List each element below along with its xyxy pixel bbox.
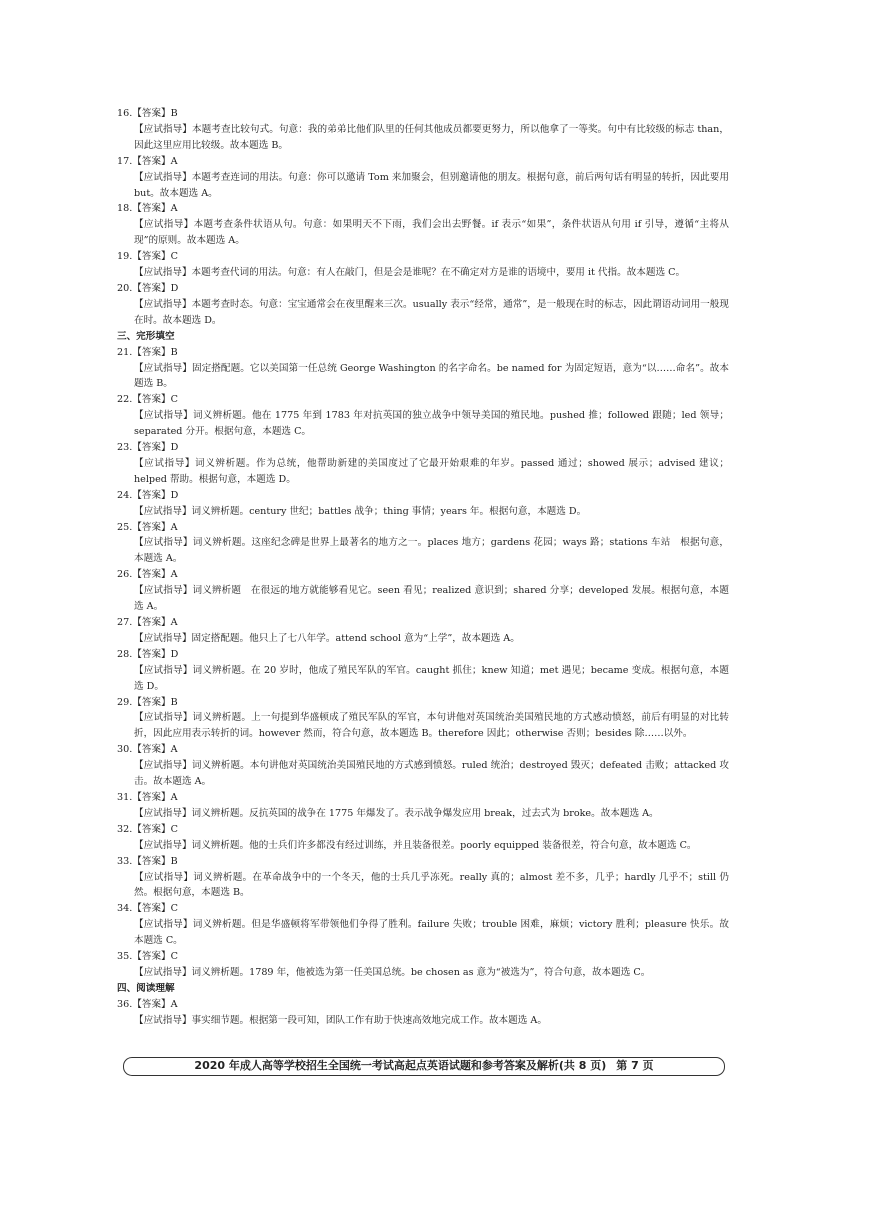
answer-key: 17.【答案】A xyxy=(117,155,178,167)
answer-item xyxy=(117,695,729,743)
answer-key: 21.【答案】B xyxy=(117,346,178,358)
answer-item xyxy=(117,567,729,615)
answer-item xyxy=(117,440,729,488)
answer-key: 36.【答案】A xyxy=(117,998,178,1010)
answer-key: 33.【答案】B xyxy=(117,855,178,867)
answer-key: 27.【答案】A xyxy=(117,617,178,628)
exam-guidance: 【应试指导】固定搭配题。它以美国第一任总统 George Washington 的名字命名。be named for 为固定短语，意为“以……命名”。故本题选 B。 xyxy=(134,362,729,390)
answer-item xyxy=(117,201,729,249)
answer-content xyxy=(117,106,729,1029)
answer-key: 28.【答案】D xyxy=(117,648,179,660)
section-heading: 三、完形填空 xyxy=(117,330,175,342)
answer-item xyxy=(117,615,729,647)
page-footer xyxy=(123,1057,725,1076)
exam-guidance: 【应试指导】词义辨析题。但是华盛顿将军带领他们争得了胜利。failure 失败；trouble 困难，麻烦；victory 胜利；pleasure 快乐。故本题选 C。 xyxy=(134,919,729,947)
answer-key: 19.【答案】C xyxy=(117,251,178,263)
answer-key: 18.【答案】A xyxy=(117,203,178,215)
exam-guidance: 【应试指导】词义辨析题。在 20 岁时，他成了殖民军队的军官。caught 抓住；knew 知道；met 遇见；became 变成。根据句意，本题选 D。 xyxy=(134,664,729,692)
footer-title: 2020 年成人高等学校招生全国统一考试高起点英语试题和参考答案及解析(共 8 页) xyxy=(194,1059,607,1072)
answer-item xyxy=(117,106,729,154)
exam-guidance: 【应试指导】词义辨析题。1789 年，他被选为第一任美国总统。be chosen as 意为“被选为”，符合句意，故本题选 C。 xyxy=(134,966,651,978)
answer-key: 32.【答案】C xyxy=(117,823,178,835)
answer-item xyxy=(117,154,729,202)
exam-guidance: 【应试指导】本题考查连词的用法。句意：你可以邀请 Tom 来加聚会，但别邀请他的朋友。根据句意，前后两句话有明显的转折，因此要用 but。故本题选 A。 xyxy=(134,171,729,199)
answer-key: 16.【答案】B xyxy=(117,108,178,119)
answer-key: 29.【答案】B xyxy=(117,696,178,708)
exam-guidance: 【应试指导】词义辨析题。本句讲他对英国统治美国殖民地的方式感到愤怒。ruled 统治；destroyed 毁灭；defeated 击败；attacked 攻击。故本题选 A。 xyxy=(134,760,729,788)
answer-item xyxy=(117,647,729,695)
answer-item xyxy=(117,822,729,854)
answer-item xyxy=(117,901,729,949)
answer-key: 31.【答案】A xyxy=(117,791,178,803)
answer-item xyxy=(117,520,729,568)
exam-guidance: 【应试指导】事实细节题。根据第一段可知，团队工作有助于快速高效地完成工作。故本题选 A。 xyxy=(134,1014,547,1026)
answer-item xyxy=(117,488,729,520)
section-heading: 四、阅读理解 xyxy=(117,982,175,994)
exam-guidance: 【应试指导】词义辨析题。century 世纪；battles 战争；thing 事情；years 年。根据句意，本题选 D。 xyxy=(134,505,587,517)
answer-key: 24.【答案】D xyxy=(117,489,179,501)
answer-key: 26.【答案】A xyxy=(117,569,178,581)
answer-key: 23.【答案】D xyxy=(117,442,179,454)
answer-item xyxy=(117,949,729,981)
answer-item xyxy=(117,790,729,822)
exam-guidance: 【应试指导】词义辨析题。这座纪念碑是世界上最著名的地方之一。places 地方；gardens 花园；ways 路；stations 车站 根据句意，本题选 A。 xyxy=(134,537,729,565)
answer-key: 34.【答案】C xyxy=(117,903,178,915)
answer-key: 20.【答案】D xyxy=(117,282,179,294)
answer-item xyxy=(117,854,729,902)
answer-item xyxy=(117,392,729,440)
exam-guidance: 【应试指导】词义辨析题。上一句提到华盛顿成了殖民军队的军官，本句讲他对英国统治美国殖民地的方式感动愤怒，前后有明显的对比转折，因此应用表示转折的词。however 然而，符合句意，故本题选 B。therefore 因此；otherwise 否则；besides 除……以外。 xyxy=(134,712,729,740)
exam-guidance: 【应试指导】词义辨析题。作为总统，他帮助新建的美国度过了它最开始艰难的年岁。passed 通过；showed 展示；advised 建议；helped 帮助。根据句意，本题选 D。 xyxy=(134,457,729,485)
exam-guidance: 【应试指导】本题考查比较句式。句意：我的弟弟比他们队里的任何其他成员都要更努力，所以他拿了一等奖。句中有比较级的标志 than，因此这里应用比较级。故本题选 B。 xyxy=(134,123,729,151)
exam-guidance: 【应试指导】本题考查条件状语从句。句意：如果明天不下雨，我们会出去野餐。if 表示“如果”，条件状语从句用 if 引导，遵循“主将从现”的原则。故本题选 A。 xyxy=(134,219,729,247)
answer-key: 35.【答案】C xyxy=(117,951,178,963)
exam-guidance: 【应试指导】词义辨析题。在革命战争中的一个冬天，他的士兵几乎冻死。really 真的；almost 差不多，几乎；hardly 几乎不；still 仍然。根据句意，本题选 B。 xyxy=(134,871,729,899)
answer-item xyxy=(117,249,729,281)
page-number: 第 7 页 xyxy=(616,1059,654,1072)
answer-item xyxy=(117,281,729,329)
answer-key: 30.【答案】A xyxy=(117,744,178,756)
exam-guidance: 【应试指导】本题考查代词的用法。句意：有人在敲门，但是会是谁呢？在不确定对方是谁的语境中，要用 it 代指。故本题选 C。 xyxy=(134,267,686,279)
exam-guidance: 【应试指导】词义辨析题。他的士兵们许多都没有经过训练，并且装备很差。poorly equipped 装备很差，符合句意，故本题选 C。 xyxy=(134,839,697,851)
answer-item xyxy=(117,997,729,1029)
exam-guidance: 【应试指导】本题考查时态。句意：宝宝通常会在夜里醒来三次。usually 表示“经常，通常”，是一般现在时的标志，因此谓语动词用一般现在时。故本题选 D。 xyxy=(134,298,729,326)
answer-key: 25.【答案】A xyxy=(117,521,178,533)
answer-item xyxy=(117,345,729,393)
exam-guidance: 【应试指导】固定搭配题。他只上了七八年学。attend school 意为“上学”，故本题选 A。 xyxy=(134,632,520,644)
answer-item xyxy=(117,742,729,790)
exam-guidance: 【应试指导】词义辨析题。他在 1775 年到 1783 年对抗英国的独立战争中领导美国的殖民地。pushed 推；followed 跟随；led 领导；separated 分开。根据句意，本题选 C。 xyxy=(134,410,729,438)
exam-guidance: 【应试指导】词义辨析题 在很远的地方就能够看见它。seen 看见；realized 意识到；shared 分享；developed 发展。根据句意，本题选 A。 xyxy=(134,585,729,613)
exam-guidance: 【应试指导】词义辨析题。反抗英国的战争在 1775 年爆发了。表示战争爆发应用 break，过去式为 broke。故本题选 A。 xyxy=(134,807,659,819)
answer-key: 22.【答案】C xyxy=(117,394,178,406)
